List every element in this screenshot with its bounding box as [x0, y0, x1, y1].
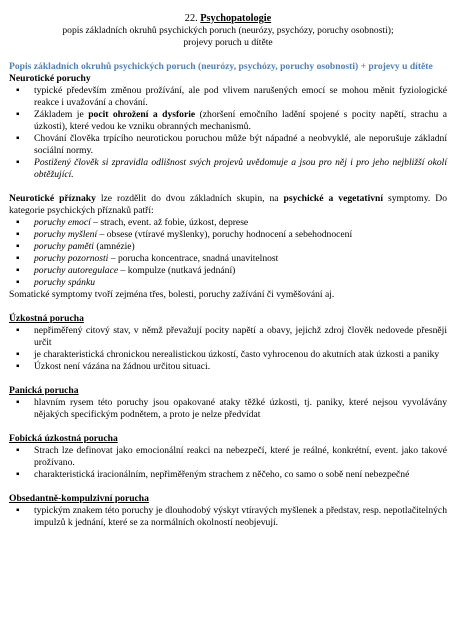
- list-item: ▪ hlavním rysem této poruchy jsou opakované ataky těžké úzkosti, tj. paniky, které nejsou vyvolávány nějakých specifickým podnětem, a proto je nelze předvídat: [16, 397, 447, 421]
- list-item: ▪ Postižený člověk si zpravidla odlišnost svých projevů uvědomuje a jsou pro něj i pro jeho nejbližší okolí obtěžující.: [16, 157, 447, 181]
- list-item: ▪ Strach lze definovat jako emocionální reakci na nebezpečí, které je reálné, konkrétní, event. jako takové prožívano.: [16, 445, 447, 469]
- panicka-heading: Panická porucha: [9, 385, 79, 396]
- list-item: ▪ Chování člověka trpícího neurotickou poruchou může být nápadné a neobvyklé, ale neporušuje základní sociální normy.: [16, 133, 447, 157]
- list-item: ▪ poruchy paměti (amnézie): [16, 241, 447, 253]
- list-item: ▪ je charakteristická chronickou nerealistickou úzkostí, často vyhrocenou do akutních atak úzkosti a paniky: [16, 349, 447, 361]
- list-item: ▪ Úzkost není vázána na žádnou určitou situaci.: [16, 361, 447, 373]
- priznaky-list: [9, 217, 447, 289]
- title-name: Psychopatologie: [200, 13, 272, 24]
- title-number: 22.: [184, 13, 198, 24]
- subtitle-line-2: projevy poruch u dítěte: [183, 37, 273, 48]
- list-item: ▪ poruchy emocí – strach, event. až fobie, úzkost, deprese: [16, 217, 447, 229]
- list-item: ▪ poruchy spánku: [16, 277, 447, 289]
- list-item: ▪ charakteristická iracionálním, nepřiměřeným strachem z něčeho, co samo o sobě není nebezpečné: [16, 469, 447, 481]
- obsedantni-heading: Obsedantně-kompulzivní porucha: [9, 493, 149, 504]
- list-item: ▪ poruchy pozornosti – porucha koncentrace, snadná unavitelnost: [16, 253, 447, 265]
- list-item: ▪ poruchy autoregulace – kompulze (nutkavá jednání): [16, 265, 447, 277]
- document-page: [9, 13, 447, 529]
- list-item: ▪ typickým znakem této poruchy je dlouhodobý výskyt vtíravých myšlenek a představ, resp. nepotlačitelných impulzů k jednání, které se za normálních okolností neobjevují.: [16, 505, 447, 529]
- page-title: [9, 13, 447, 25]
- section-heading: Popis základních okruhů psychických poruch (neurózy, psychózy, poruchy osobnosti) + projevy u dítěte: [9, 61, 433, 72]
- list-item: ▪ Základem je pocit ohrožení a dysforie (zhoršení emočního ladění spojené s pocity napětí, strachu a úzkosti), které vedou ke vzniku obranných mechanismů.: [16, 109, 447, 133]
- priznaky-intro: Neurotické příznaky lze rozdělit do dvou základních skupin, na psychické a vegetativní symptomy. Do kategorie psychických příznaků patří:: [9, 193, 448, 216]
- neuroticke-poruchy-heading: Neurotické poruchy: [9, 73, 91, 84]
- list-item: ▪ typické především změnou prožívání, ale pod vlivem narušených emocí se mohou měnit fyziologické reakce i uvažování a chování.: [16, 85, 447, 109]
- fobicka-list: [9, 445, 447, 481]
- obsedantni-list: [9, 505, 447, 529]
- list-item: ▪ poruchy myšlení – obsese (vtíravé myšlenky), poruchy hodnocení a sebehodnocení: [16, 229, 447, 241]
- somatic-symptoms: Somatické symptomy tvoří zejména třes, bolesti, poruchy zažívání či vyměšování aj.: [9, 289, 335, 300]
- neuroticke-poruchy-list: [9, 85, 447, 181]
- subtitle-line-1: popis základních okruhů psychických poruch (neurózy, psychózy, poruchy osobnosti);: [62, 25, 394, 36]
- uzkostna-heading: Úzkostná porucha: [9, 313, 84, 324]
- fobicka-heading: Fobická úzkostná porucha: [9, 433, 118, 444]
- list-item: ▪ nepřiměřený citový stav, v němž převažují pocity napětí a obavy, jejichž zdroj člověk nedovede přesněji určit: [16, 325, 447, 349]
- panicka-list: [9, 397, 447, 421]
- uzkostna-list: [9, 325, 447, 373]
